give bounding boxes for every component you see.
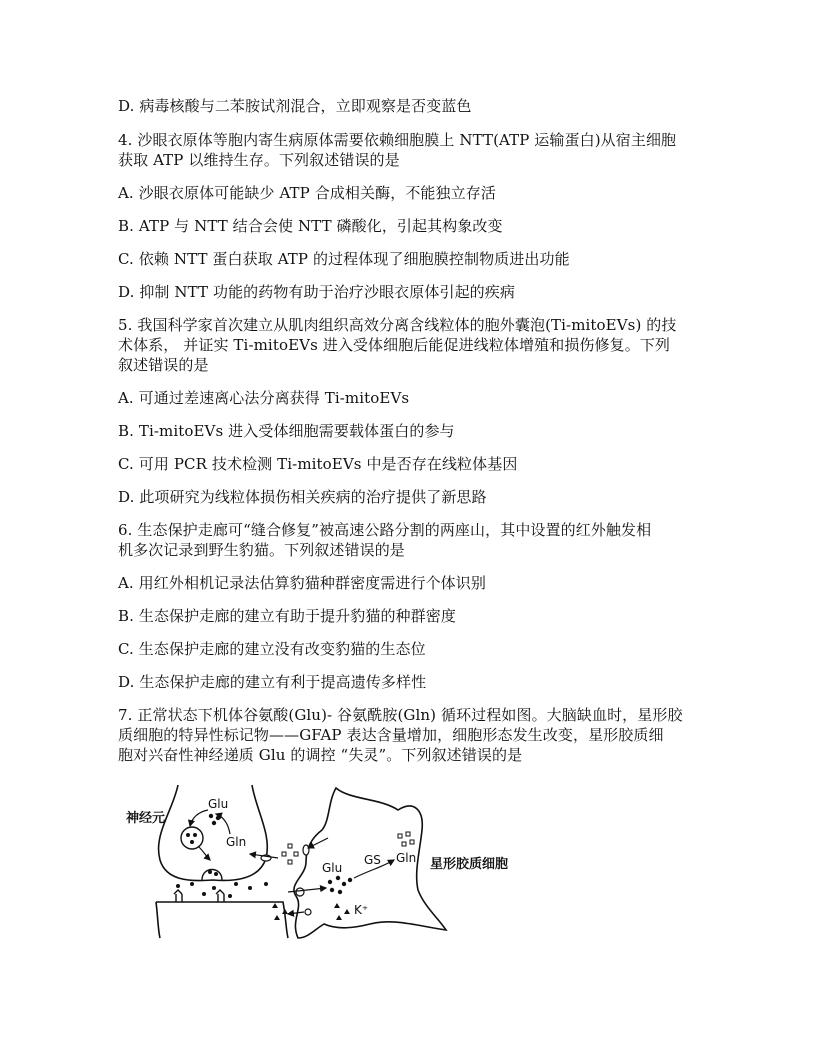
q4-stem-line1: 4. 沙眼衣原体等胞内寄生病原体需要依赖细胞膜上 NTT(ATP 运输蛋白)从宿主细胞 (118, 131, 677, 149)
glu-to-vesicle-arrow (190, 810, 208, 826)
receptor-right (216, 890, 224, 902)
q6-option-a: A. 用红外相机记录法估算豹猫种群密度需进行个体识别 (118, 574, 486, 592)
astrocyte-label: 星形胶质细胞 (430, 857, 509, 872)
q6-option-c: C. 生态保护走廊的建立没有改变豹猫的生态位 (118, 640, 426, 658)
q5-option-c: C. 可用 PCR 技术检测 Ti-mitoEVs 中是否存在线粒体基因 (118, 455, 518, 473)
q5-stem-line2: 术体系， 并证实 Ti-mitoEVs 进入受体细胞后能促进线粒体增殖和损伤修复。下列 (118, 336, 671, 354)
astro-gln-squares (398, 832, 414, 846)
vesicle-release-arrow (198, 846, 210, 860)
astro-glu-transporter (296, 888, 304, 896)
q4-option-a: A. 沙眼衣原体可能缺少 ATP 合成相关酶，不能独立存活 (118, 184, 496, 202)
receptor-left (174, 890, 182, 902)
gs-enzyme-label: GS (364, 853, 381, 867)
q6-stem-line1: 6. 生态保护走廊可“缝合修复”被高速公路分割的两座山，其中设置的红外触发相 (118, 521, 652, 539)
q5-option-b: B. Ti-mitoEVs 进入受体细胞需要载体蛋白的参与 (118, 422, 455, 440)
neuron-gln-label: Gln (226, 835, 247, 849)
glu-gln-cycle-figure (118, 780, 538, 940)
astro-k-channel (305, 909, 311, 915)
q3-option-d: D. 病毒核酸与二苯胺试剂混合，立即观察是否变蓝色 (118, 97, 472, 115)
fusing-vesicle (202, 870, 222, 881)
k-ion-label: K⁺ (354, 903, 369, 917)
astro-glu-dots (328, 876, 352, 894)
q4-option-b: B. ATP 与 NTT 结合会使 NTT 磷酸化，引起其构象改变 (118, 217, 503, 235)
q5-stem-line3: 叙述错误的是 (118, 356, 209, 374)
q5-option-a: A. 可通过差速离心法分离获得 Ti-mitoEVs (118, 389, 410, 407)
neuron-label: 神经元 (126, 811, 166, 826)
cleft-glu-dots (176, 882, 268, 898)
astro-gln-exporter (303, 845, 309, 855)
postsynaptic-membrane (156, 902, 288, 938)
q5-stem-line1: 5. 我国科学家首次建立从肌肉组织高效分离含线粒体的胞外囊泡(Ti-mitoEVs) 的技 (118, 316, 677, 334)
q4-option-d: D. 抑制 NTT 功能的药物有助于治疗沙眼衣原体引起的疾病 (118, 283, 515, 301)
q7-stem-line1: 7. 正常状态下机体谷氨酸(Glu)- 谷氨酰胺(Gln) 循环过程如图。大脑缺血时，星形胶 (118, 706, 683, 724)
q5-option-d: D. 此项研究为线粒体损伤相关疾病的治疗提供了新思路 (118, 488, 487, 506)
astro-glu-label: Glu (322, 861, 343, 875)
q4-stem-line2: 获取 ATP 以维持生存。下列叙述错误的是 (118, 151, 400, 169)
q4-option-c: C. 依赖 NTT 蛋白获取 ATP 的过程体现了细胞膜控制物质进出功能 (118, 250, 570, 268)
synaptic-vesicle (181, 827, 203, 849)
astro-gln-label: Gln (396, 851, 417, 865)
q6-stem-line2: 机多次记录到野生豹猫。下列叙述错误的是 (118, 541, 405, 559)
cleft-gln-squares (282, 844, 298, 864)
q7-stem-line3: 胞对兴奋性神经递质 Glu 的调控 “失灵”。下列叙述错误的是 (118, 746, 523, 764)
q6-option-d: D. 生态保护走廊的建立有利于提高遗传多样性 (118, 673, 427, 691)
k-efflux-arrow (288, 912, 304, 914)
q7-stem-line2: 质细胞的特异性标记物——GFAP 表达含量增加，细胞形态发生改变，星形胶质细 (118, 726, 664, 744)
q6-option-b: B. 生态保护走廊的建立有助于提升豹猫的种群密度 (118, 607, 456, 625)
neuron-glu-label: Glu (208, 797, 229, 811)
